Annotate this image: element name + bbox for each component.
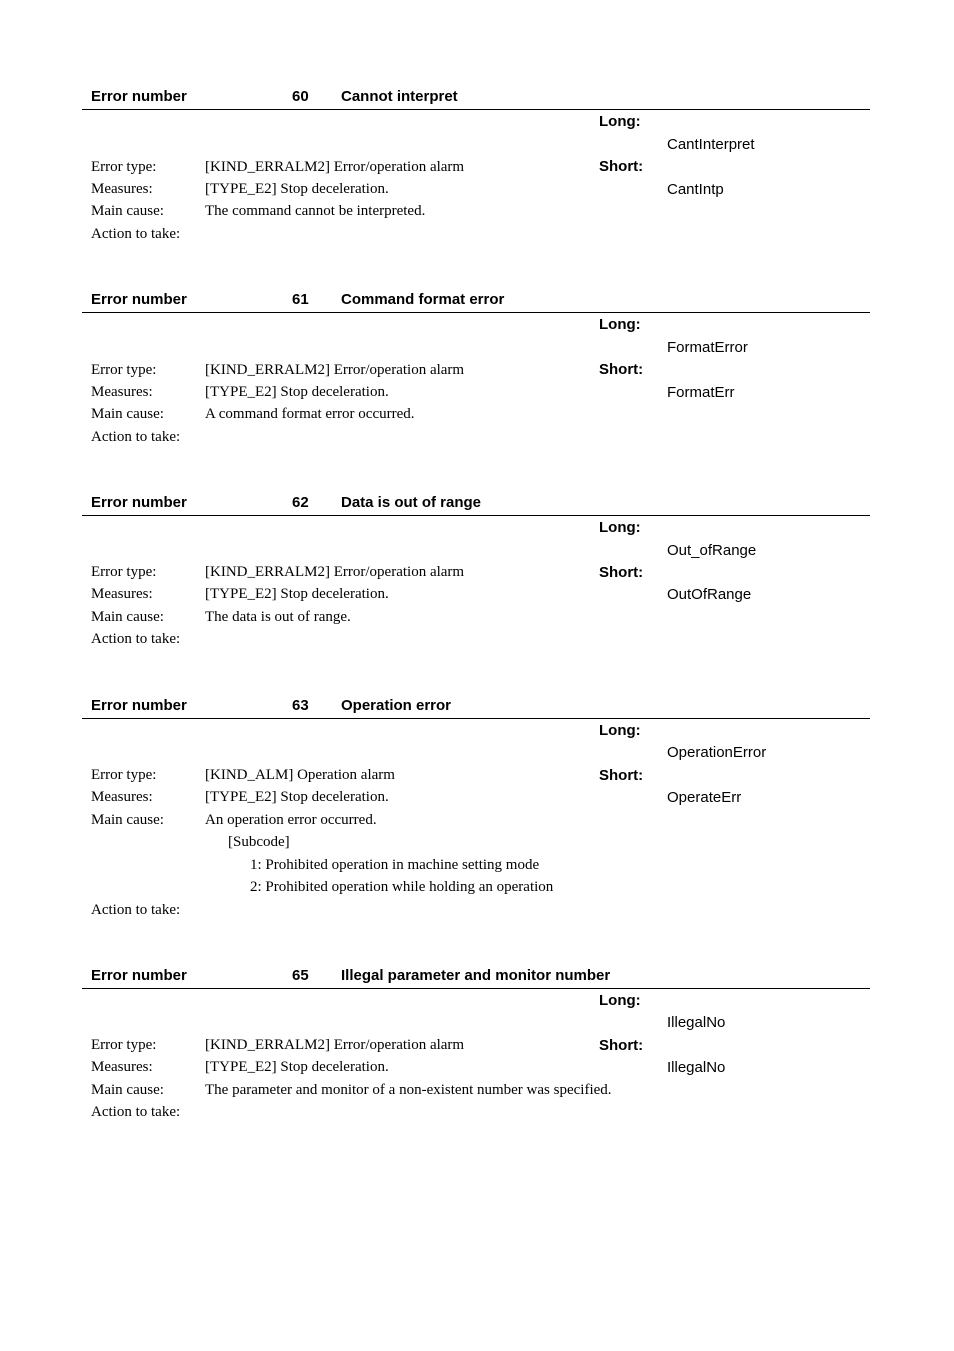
main-cause-label: Main cause:: [91, 406, 164, 422]
measures-label: Measures:: [91, 384, 153, 400]
error-number-label: Error number: [91, 291, 187, 308]
long-value: FormatError: [667, 339, 748, 356]
long-label: Long:: [599, 113, 641, 130]
main-cause-value: The parameter and monitor of a non-existent number was specified.: [205, 1082, 612, 1098]
error-number: 60: [292, 88, 309, 105]
short-value: CantIntp: [667, 181, 724, 198]
main-cause-value: The data is out of range.: [205, 609, 351, 625]
error-block-60: [82, 81, 870, 281]
error-title: Operation error: [341, 697, 452, 714]
error-type-label: Error type:: [91, 564, 157, 580]
short-value: IllegalNo: [667, 1059, 726, 1076]
long-label: Long:: [599, 992, 641, 1009]
measures-label: Measures:: [91, 789, 153, 805]
main-cause-label: Main cause:: [91, 609, 164, 625]
error-type-value: [KIND_ERRALM2] Error/operation alarm: [205, 362, 465, 378]
error-type-label: Error type:: [91, 362, 157, 378]
action-label: Action to take:: [91, 429, 181, 445]
main-cause-label: Main cause:: [91, 1082, 164, 1098]
error-type-value: [KIND_ERRALM2] Error/operation alarm: [205, 564, 465, 580]
measures-value: [TYPE_E2] Stop deceleration.: [205, 789, 389, 805]
action-label: Action to take:: [91, 226, 181, 242]
short-label: Short:: [599, 158, 644, 175]
short-value: OperateErr: [667, 789, 742, 806]
error-type-label: Error type:: [91, 1037, 157, 1053]
measures-value: [TYPE_E2] Stop deceleration.: [205, 1059, 389, 1075]
error-block-61: [82, 284, 870, 484]
long-value: OperationError: [667, 744, 767, 761]
main-cause-label: Main cause:: [91, 203, 164, 219]
error-number: 65: [292, 967, 309, 984]
long-label: Long:: [599, 722, 641, 739]
long-label: Long:: [599, 316, 641, 333]
error-block-65: [82, 960, 870, 1160]
short-label: Short:: [599, 1037, 644, 1054]
subcode-item-1: 1: Prohibited operation in machine setting mode: [250, 857, 540, 873]
error-header: [82, 960, 870, 989]
action-label: Action to take:: [91, 1104, 181, 1120]
error-type-value: [KIND_ERRALM2] Error/operation alarm: [205, 159, 465, 175]
error-number-label: Error number: [91, 967, 187, 984]
main-cause-value: An operation error occurred.: [205, 812, 377, 828]
action-label: Action to take:: [91, 902, 181, 918]
measures-label: Measures:: [91, 1059, 153, 1075]
error-number-label: Error number: [91, 697, 187, 714]
error-number: 61: [292, 291, 309, 308]
error-title: Illegal parameter and monitor number: [341, 967, 611, 984]
error-type-value: [KIND_ERRALM2] Error/operation alarm: [205, 1037, 465, 1053]
error-number-label: Error number: [91, 494, 187, 511]
short-label: Short:: [599, 564, 644, 581]
short-value: OutOfRange: [667, 586, 752, 603]
error-title: Command format error: [341, 291, 505, 308]
short-label: Short:: [599, 767, 644, 784]
measures-value: [TYPE_E2] Stop deceleration.: [205, 384, 389, 400]
error-number: 63: [292, 697, 309, 714]
short-value: FormatErr: [667, 384, 735, 401]
short-label: Short:: [599, 361, 644, 378]
error-block-63: [82, 690, 870, 930]
error-header: [82, 690, 870, 719]
error-header: [82, 487, 870, 516]
long-value: IllegalNo: [667, 1014, 726, 1031]
main-cause-label: Main cause:: [91, 812, 164, 828]
measures-label: Measures:: [91, 181, 153, 197]
error-header: [82, 284, 870, 313]
error-number-label: Error number: [91, 88, 187, 105]
error-title: Cannot interpret: [341, 88, 458, 105]
error-header: [82, 81, 870, 110]
measures-value: [TYPE_E2] Stop deceleration.: [205, 586, 389, 602]
error-number: 62: [292, 494, 309, 511]
main-cause-value: A command format error occurred.: [205, 406, 415, 422]
action-label: Action to take:: [91, 631, 181, 647]
error-type-label: Error type:: [91, 159, 157, 175]
subcode-heading: [Subcode]: [228, 834, 290, 850]
long-value: CantInterpret: [667, 136, 755, 153]
error-type-label: Error type:: [91, 767, 157, 783]
error-title: Data is out of range: [341, 494, 482, 511]
measures-value: [TYPE_E2] Stop deceleration.: [205, 181, 389, 197]
subcode-item-2: 2: Prohibited operation while holding an operation: [250, 879, 554, 895]
long-label: Long:: [599, 519, 641, 536]
main-cause-value: The command cannot be interpreted.: [205, 203, 426, 219]
long-value: Out_ofRange: [667, 542, 757, 559]
error-type-value: [KIND_ALM] Operation alarm: [205, 767, 395, 783]
error-block-62: [82, 487, 870, 687]
measures-label: Measures:: [91, 586, 153, 602]
